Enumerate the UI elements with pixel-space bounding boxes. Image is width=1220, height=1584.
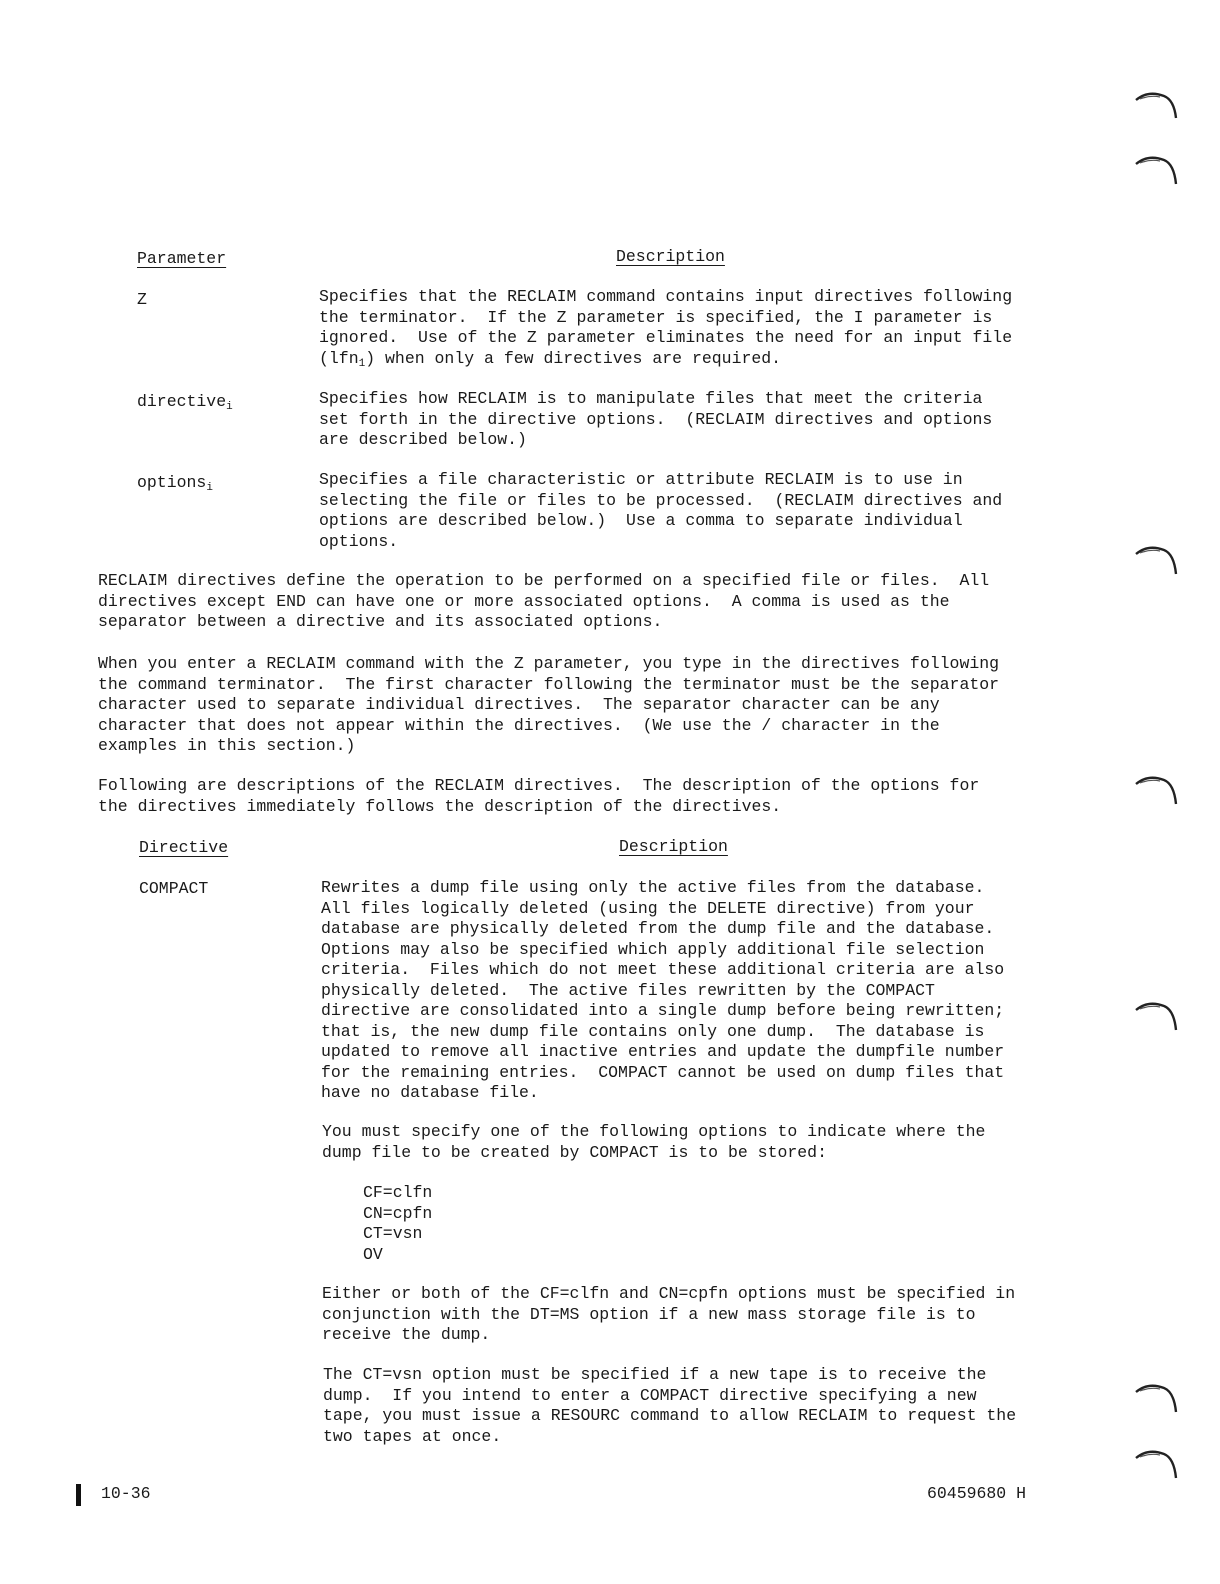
param-name-options xyxy=(137,473,213,494)
desc-line: options are described below.) Use a comma to separate individual xyxy=(319,511,963,530)
desc-line: Specifies how RECLAIM is to manipulate files that meet the criteria xyxy=(319,389,983,408)
desc-line: Specifies a file characteristic or attribute RECLAIM is to use in xyxy=(319,470,963,489)
binding-mark-icon xyxy=(1134,998,1180,1038)
directive-column-header: Directive xyxy=(139,838,229,857)
compact-storage-note: You must specify one of the following options to indicate where the dump file to be created by COMPACT is to be stored: xyxy=(322,1122,986,1162)
param-desc-z xyxy=(319,287,1012,374)
binding-mark-icon xyxy=(1134,152,1180,192)
binding-mark-icon xyxy=(1134,88,1180,128)
binding-mark-icon xyxy=(1134,772,1180,812)
document-number: 60459680 H xyxy=(927,1484,1027,1503)
page-number: 10-36 xyxy=(101,1484,151,1503)
compact-option-list xyxy=(363,1183,432,1265)
option-item: CF=clfn xyxy=(363,1183,433,1202)
option-item: OV xyxy=(363,1244,383,1264)
paragraph-z-parameter-usage: When you enter a RECLAIM command with the Z parameter, you type in the directives following the command terminator. The first character following the terminator must be the separator character used to separate individual directives. The separator character can be any character that does not appear within the directives. (We use the / character in the examples in this section.) xyxy=(98,654,1000,755)
compact-tape-note: The CT=vsn option must be specified if a new tape is to receive the dump. If you intend to enter a COMPACT directive specifying a new tape, you must issue a RESOURC command to allow RECLAIM to request the two tapes at once. xyxy=(323,1365,1017,1446)
desc-line: are described below.) xyxy=(319,430,527,449)
compact-mass-storage-note: Either or both of the CF=clfn and CN=cpfn options must be specified in conjunction with the DT=MS option if a new mass storage file is to receive the dump. xyxy=(322,1284,1016,1344)
param-desc-directive xyxy=(319,389,992,451)
desc-line-post: ) when only a few directives are required. xyxy=(365,348,782,368)
param-name-z: Z xyxy=(137,290,147,309)
desc-line: Specifies that the RECLAIM command contains input directives following xyxy=(319,287,1013,306)
subscript: i xyxy=(226,401,233,413)
directive-description-column-header: Description xyxy=(619,837,728,856)
term-text: options xyxy=(137,473,207,492)
directive-name-compact: COMPACT xyxy=(139,879,209,898)
paragraph-directives-intro: RECLAIM directives define the operation to be performed on a specified file or files. All directives except END can have one or more associated options. A comma is used as the separator between a directive and its associated options. xyxy=(98,571,990,631)
compact-description: Rewrites a dump file using only the active files from the database. All files logically deleted (using the DELETE directive) from your database are physically deleted from the dump file and the database. Options may also be specified which apply additional file selection criteria. Files which do not meet these additional criteria are also physically deleted. The active files rewritten by the COMPACT directive are consolidated into a single dump before being rewritten; that is, the new dump file contains only one dump. The database is updated to remove all inactive entries and update the dumpfile number for the remaining entries. COMPACT cannot be used on dump files that have no database file. xyxy=(321,878,1005,1102)
desc-line: ignored. Use of the Z parameter eliminates the need for an input file xyxy=(319,328,1013,347)
binding-mark-icon xyxy=(1134,1380,1180,1420)
change-bar xyxy=(76,1484,81,1506)
option-item: CN=cpfn xyxy=(363,1203,433,1223)
param-desc-options xyxy=(319,470,1002,552)
option-item: CT=vsn xyxy=(363,1224,423,1243)
binding-mark-icon xyxy=(1134,542,1180,582)
parameter-column-header: Parameter xyxy=(137,249,227,268)
desc-line: set forth in the directive options. (RECLAIM directives and options xyxy=(319,409,993,429)
binding-mark-icon xyxy=(1134,1446,1180,1486)
subscript: i xyxy=(206,482,213,494)
param-name-directive xyxy=(137,392,233,413)
desc-line: the terminator. If the Z parameter is specified, the I parameter is xyxy=(319,307,993,327)
desc-line: selecting the file or files to be processed. (RECLAIM directives and xyxy=(319,490,1003,510)
term-text: directive xyxy=(137,392,227,411)
paragraph-following-descriptions: Following are descriptions of the RECLAIM directives. The description of the options for the directives immediately follows the description of the directives. xyxy=(98,776,980,816)
desc-line: options. xyxy=(319,531,399,551)
subscript: 1 xyxy=(358,357,366,370)
description-column-header: Description xyxy=(616,247,725,266)
desc-line-pre: (lfn xyxy=(319,348,359,368)
